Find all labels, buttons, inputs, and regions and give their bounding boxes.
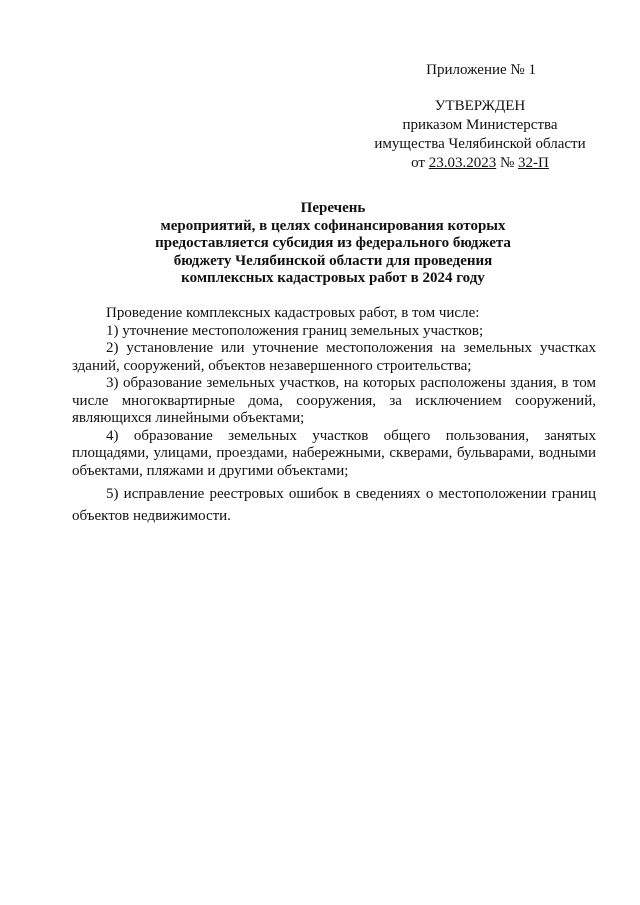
order-date-number bbox=[370, 154, 590, 173]
title-line-2: мероприятий, в целях софинансирования которых bbox=[160, 217, 506, 234]
list-item-3: 3) образование земельных участков, на которых расположены здания, в том числе многоквартирные дома, сооружения, за исключением сооружений, являющихся линейными объектами; bbox=[72, 375, 596, 426]
order-number: 32-П bbox=[518, 155, 549, 171]
title-line-3: предоставляется субсидия из федерального бюджета bbox=[155, 235, 511, 251]
number-prefix: № bbox=[496, 155, 519, 171]
order-line-2: имущества Челябинской области bbox=[374, 136, 586, 152]
approval-block bbox=[370, 97, 590, 173]
order-date: 23.03.2023 bbox=[428, 155, 497, 171]
order-line-1: приказом Министерства bbox=[402, 117, 558, 133]
title-line-4: бюджету Челябинской области для проведения bbox=[173, 252, 493, 269]
document-body bbox=[72, 305, 596, 527]
date-prefix: от bbox=[411, 155, 429, 171]
title-line-1: Перечень bbox=[300, 200, 366, 216]
title-line-5: комплексных кадастровых работ в 2024 году bbox=[181, 270, 485, 286]
approved-label: УТВЕРЖДЕН bbox=[434, 98, 526, 114]
list-item-1: 1) уточнение местоположения границ земельных участков; bbox=[106, 322, 484, 339]
list-item-5: 5) исправление реестровых ошибок в сведениях о местоположении границ объектов недвижимости. bbox=[72, 486, 596, 524]
document-title bbox=[100, 200, 566, 288]
list-item-2: 2) установление или уточнение местоположения на земельных участках зданий, сооружений, объектов незавершенного строительства; bbox=[72, 340, 596, 374]
body-intro: Проведение комплексных кадастровых работ, в том числе: bbox=[106, 305, 480, 321]
list-item-4: 4) образование земельных участков общего пользования, занятых площадями, улицами, проездами, набережными, скверами, бульварами, водными объектами, пляжами и другими объектами; bbox=[72, 427, 596, 479]
annex-label: Приложение № 1 bbox=[426, 62, 536, 78]
